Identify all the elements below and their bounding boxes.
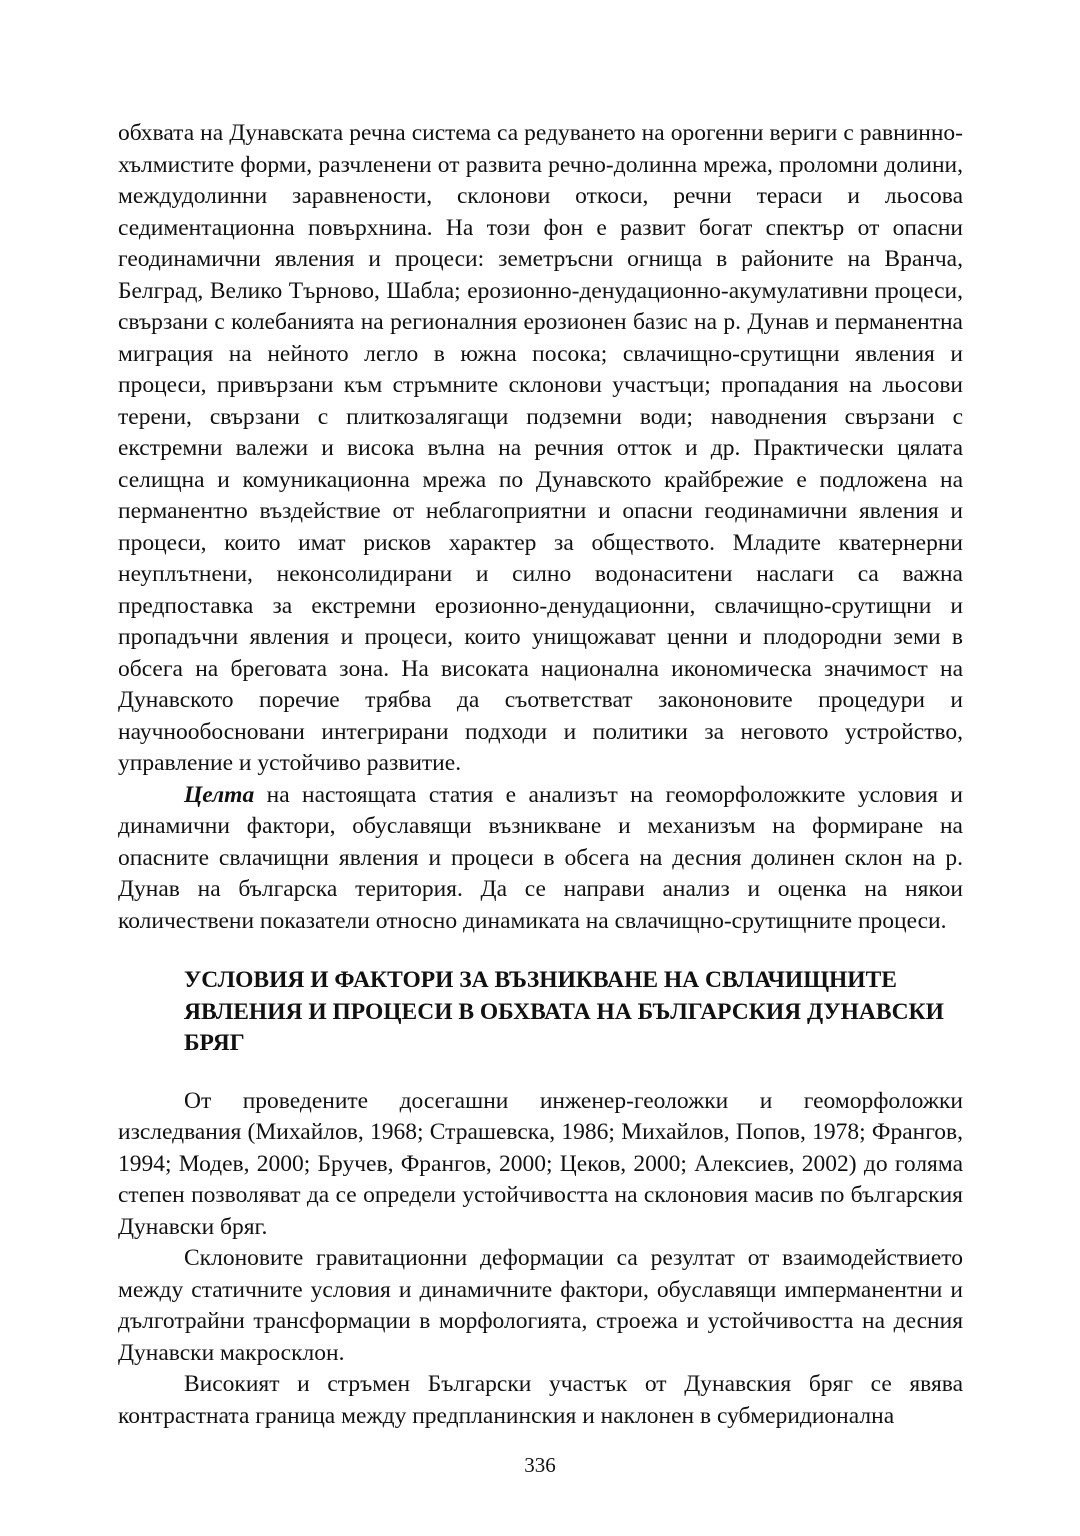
paragraph-1: обхвата на Дунавската речна система са редуването на орогенни вериги с равнинно-хълмистите форми, разчленени от развита речно-долинна мрежа, проломни долини, междудолинни заравнености, склонови откоси, речни тераси и льосова седиментационна повърхнина. На този фон е развит богат спектър от опасни геодинамични явления и процеси: земетръсни огнища в районите на Вранча, Белград, Велико Търново, Шабла; ерозионно-денудационно-акумулативни процеси, свързани с колебанията на регионалния ерозионен базис на р. Дунав и перманентна миграция на нейното легло в южна посока; свлачищно-срутищни явления и процеси, привързани към стръмните склонови участъци; пропадания на льосови терени, свързани с плиткозалягащи подземни води; наводнения свързани с екстремни валежи и висока вълна на речния отток и др. Практически цялата селищна и комуникационна мрежа по Дунавското крайбрежие е подложена на перманентно въздействие от неблагоприятни и опасни геодинамични явления и процеси, които имат рисков характер за обществото. Младите кватернерни неуплътнени, неконсолидирани и силно водонаситени наслаги са важна предпоставка за екстремни ерозионно-денудационни, свлачищно-срутищни и пропадъчни явления и процеси, които унищожават ценни и плодородни земи в обсега на бреговата зона. На високата национална икономическа значимост на Дунавското поречие трябва да съответстват закононовите процедури и научнообосновани интегрирани подходи и политики за неговото устройство, управление и устойчиво развитие. [118, 120, 963, 776]
section-heading: УСЛОВИЯ И ФАКТОРИ ЗА ВЪЗНИКВАНЕ НА СВЛАЧИЩНИТЕ ЯВЛЕНИЯ И ПРОЦЕСИ В ОБХВАТА НА БЪЛГАРСКИЯ ДУНАВСКИ БРЯГ [184, 967, 944, 1056]
page-number: 336 [524, 1453, 556, 1477]
document-body [118, 118, 963, 1432]
paragraph-3: От проведените досегашни инженер-геоложки и геоморфоложки изследвания (Михайлов, 1968; Страшевска, 1986; Михайлов, Попов, 1978; Франгов, 1994; Модев, 2000; Бручев, Франгов, 2000; Цеков, 2000; Алексиев, 2002) до голяма степен позволяват да се определи устойчивостта на склоновия масив по българския Дунавски бряг. [118, 1087, 963, 1240]
paragraph-5: Високият и стръмен Български участък от Дунавския бряг се явява контрастната граница между предпланинския и наклонен в субмеридионална [118, 1371, 963, 1429]
paragraph-2-text: на настоящата статия е анализът на геоморфоложките условия и динамични фактори, обуславящи възникване и механизъм на формиране на опасните свлачищни явления и процеси в обсега на десния долинен склон на р. Дунав на българска територия. Да се направи анализ и оценка на някои количествени показатели относно динамиката на свлачищно-срутищните процеси. [118, 781, 963, 934]
emphasis-word: Целта [184, 781, 255, 808]
paragraph-2 [118, 780, 963, 938]
paragraph-4: Склоновите гравитационни деформации са резултат от взаимодействието между статичните условия и динамичните фактори, обуславящи имперманентни и дълготрайни трансформации в морфологията, строежа и устойчивостта на десния Дунавски макросклон. [118, 1245, 963, 1366]
